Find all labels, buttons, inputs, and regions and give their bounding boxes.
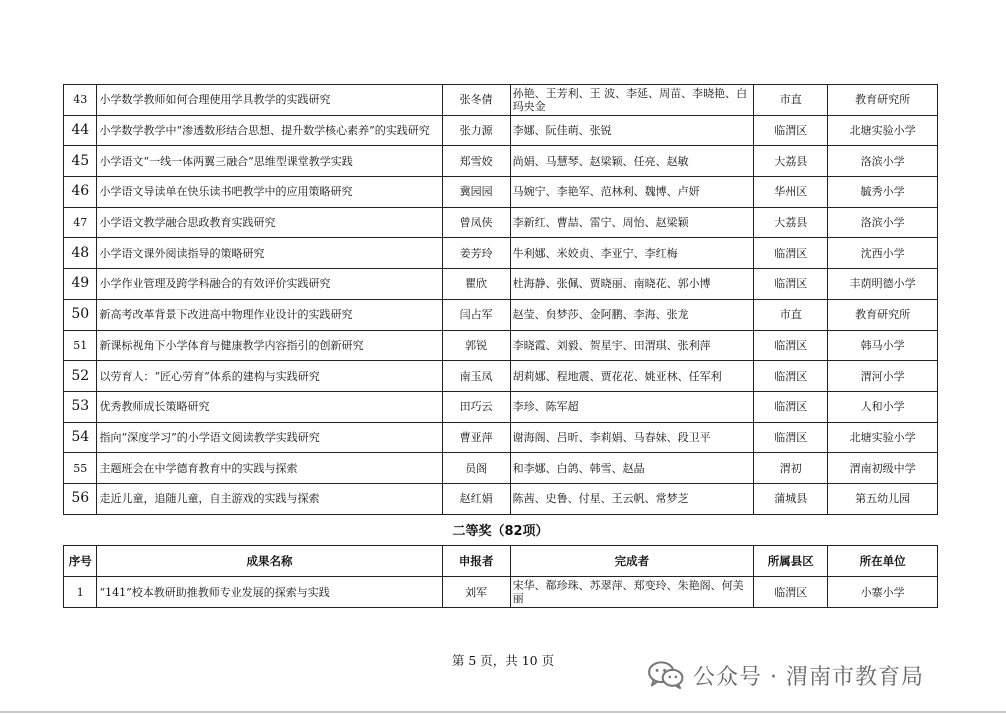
- table-row: [64, 453, 938, 484]
- cell-no: 43: [64, 85, 97, 116]
- cell-no: 52: [64, 361, 97, 392]
- cell-no: 53: [64, 391, 97, 422]
- table-row: [64, 146, 938, 177]
- cell-no: 48: [64, 238, 97, 269]
- cell-area: 市直: [754, 85, 828, 116]
- cell-title: 主题班会在中学德育教育中的实践与探索: [97, 453, 442, 484]
- cell-unit: 渭南初级中学: [828, 453, 938, 484]
- cell-unit: 丰荫明德小学: [828, 269, 938, 300]
- table-row: [64, 115, 938, 146]
- cell-completers: 孙艳、王芳利、王 波、李延、周苗、李晓艳、白玛央金: [510, 85, 754, 116]
- cell-unit: 小寨小学: [828, 577, 938, 608]
- table-row: [64, 238, 938, 269]
- cell-completers: 赵莹、贠梦莎、金阿鹏、李海、张龙: [510, 299, 754, 330]
- cell-title: 小学作业管理及跨学科融合的有效评价实践研究: [97, 269, 442, 300]
- cell-completers: 杜海静、张佩、贾晓丽、南晓花、郭小博: [510, 269, 754, 300]
- table-row: [64, 299, 938, 330]
- table-row: [64, 577, 938, 608]
- cell-unit: 毓秀小学: [828, 177, 938, 208]
- cell-area: 临渭区: [754, 422, 828, 453]
- cell-unit: 韩马小学: [828, 330, 938, 361]
- table-row: [64, 422, 938, 453]
- cell-unit: 教育研究所: [828, 299, 938, 330]
- wechat-logo-icon: [647, 660, 685, 690]
- table-row: [64, 330, 938, 361]
- cell-title: 小学数学教师如何合理使用学具教学的实践研究: [97, 85, 442, 116]
- header-completers: 完成者: [510, 546, 754, 577]
- cell-no: 1: [64, 577, 97, 608]
- cell-no: 46: [64, 177, 97, 208]
- cell-title: 以劳育人：“匠心劳育”体系的建构与实践研究: [97, 361, 442, 392]
- cell-area: 蒲城县: [754, 483, 828, 514]
- table-header-row: [64, 546, 938, 577]
- cell-applicant: 瞿欣: [442, 269, 510, 300]
- table-row: [64, 85, 938, 116]
- cell-title: 小学语文教学融合思政教育实践研究: [97, 207, 442, 238]
- cell-title: 新课标视角下小学体育与健康教学内容指引的创新研究: [97, 330, 442, 361]
- cell-unit: 洛滨小学: [828, 207, 938, 238]
- cell-applicant: 田巧云: [442, 391, 510, 422]
- cell-completers: 尚娟、马慧琴、赵梁颖、任亮、赵敏: [510, 146, 754, 177]
- cell-unit: 人和小学: [828, 391, 938, 422]
- cell-completers: 牛利娜、米姣贞、李亚宁、李红梅: [510, 238, 754, 269]
- cell-area: 临渭区: [754, 577, 828, 608]
- cell-applicant: 员阁: [442, 453, 510, 484]
- table-row: [64, 361, 938, 392]
- cell-area: 市直: [754, 299, 828, 330]
- awards-table-first-prize-continued: [63, 84, 938, 515]
- cell-applicant: 刘军: [442, 577, 510, 608]
- cell-no: 49: [64, 269, 97, 300]
- cell-applicant: 曹亚萍: [442, 422, 510, 453]
- cell-no: 47: [64, 207, 97, 238]
- cell-completers: 陈茜、史鲁、付星、王云帆、常梦芝: [510, 483, 754, 514]
- cell-applicant: 郭锐: [442, 330, 510, 361]
- cell-unit: 第五幼儿园: [828, 483, 938, 514]
- cell-completers: 马婉宁、李艳军、范林利、魏博、卢妍: [510, 177, 754, 208]
- cell-completers: 李新红、曹喆、雷宁、周怡、赵梁颖: [510, 207, 754, 238]
- header-unit: 所在单位: [828, 546, 938, 577]
- table-row: [64, 177, 938, 208]
- cell-area: 临渭区: [754, 330, 828, 361]
- cell-title: 优秀教师成长策略研究: [97, 391, 442, 422]
- cell-area: 临渭区: [754, 391, 828, 422]
- cell-applicant: 冀园园: [442, 177, 510, 208]
- header-area: 所属县区: [754, 546, 828, 577]
- cell-area: 华州区: [754, 177, 828, 208]
- watermark-text: 公众号 · 渭南市教育局: [693, 664, 924, 690]
- header-no: 序号: [64, 546, 97, 577]
- cell-unit: 洛滨小学: [828, 146, 938, 177]
- cell-applicant: 南玉凤: [442, 361, 510, 392]
- cell-title: 小学语文课外阅读指导的策略研究: [97, 238, 442, 269]
- cell-title: 小学语文导读单在快乐读书吧教学中的应用策略研究: [97, 177, 442, 208]
- cell-title: 新高考改革背景下改进高中物理作业设计的实践研究: [97, 299, 442, 330]
- cell-applicant: 郑雪姣: [442, 146, 510, 177]
- cell-no: 44: [64, 115, 97, 146]
- cell-completers: 胡莉娜、程地震、贾花花、姚亚林、任军利: [510, 361, 754, 392]
- cell-title: “141”校本教研助推教师专业发展的探索与实践: [97, 577, 442, 608]
- section-title-second-prize: 二等奖（82项）: [452, 524, 549, 539]
- cell-no: 51: [64, 330, 97, 361]
- cell-unit: 教育研究所: [828, 85, 938, 116]
- cell-title: 指向“深度学习”的小学语文阅读教学实践研究: [97, 422, 442, 453]
- table-row: [64, 391, 938, 422]
- cell-completers: 李珍、陈军超: [510, 391, 754, 422]
- cell-area: 临渭区: [754, 238, 828, 269]
- cell-unit: 渭河小学: [828, 361, 938, 392]
- cell-title: 小学数学教学中“渗透数形结合思想、提升数学核心素养”的实践研究: [97, 115, 442, 146]
- cell-area: 大荔县: [754, 146, 828, 177]
- cell-area: 临渭区: [754, 361, 828, 392]
- cell-area: 大荔县: [754, 207, 828, 238]
- cell-unit: 沈西小学: [828, 238, 938, 269]
- cell-applicant: 张冬倩: [442, 85, 510, 116]
- header-applicant: 申报者: [442, 546, 510, 577]
- cell-completers: 李娜、阮佳萌、张锐: [510, 115, 754, 146]
- cell-applicant: 赵红娟: [442, 483, 510, 514]
- cell-applicant: 张力源: [442, 115, 510, 146]
- cell-applicant: 姜芳玲: [442, 238, 510, 269]
- cell-area: 临渭区: [754, 269, 828, 300]
- cell-unit: 北塘实验小学: [828, 115, 938, 146]
- cell-completers: 宋华、郗珍珠、苏翠萍、郑变玲、朱艳阁、何美丽: [510, 577, 754, 608]
- cell-no: 50: [64, 299, 97, 330]
- table-row: [64, 207, 938, 238]
- awards-table-second-prize: [63, 545, 938, 608]
- cell-unit: 北塘实验小学: [828, 422, 938, 453]
- cell-title: 小学语文“一线一体两翼三融合”思维型课堂教学实践: [97, 146, 442, 177]
- cell-no: 55: [64, 453, 97, 484]
- cell-area: 渭初: [754, 453, 828, 484]
- page-number: 第 5 页，共 10 页: [451, 653, 555, 668]
- watermark: [647, 658, 924, 692]
- cell-title: 走近儿童，追随儿童，自主游戏的实践与探索: [97, 483, 442, 514]
- cell-completers: 和李娜、白鸽、韩雪、赵晶: [510, 453, 754, 484]
- cell-completers: 谢海阁、吕昕、李莉娟、马春妹、段卫平: [510, 422, 754, 453]
- cell-no: 54: [64, 422, 97, 453]
- cell-area: 临渭区: [754, 115, 828, 146]
- cell-applicant: 闫占军: [442, 299, 510, 330]
- table-row: [64, 483, 938, 514]
- cell-applicant: 曾凤侠: [442, 207, 510, 238]
- bottom-divider: [0, 711, 1006, 713]
- cell-completers: 李晓霞、刘毅、贺星宇、田渭琪、张利萍: [510, 330, 754, 361]
- cell-no: 45: [64, 146, 97, 177]
- table-row: [64, 269, 938, 300]
- cell-no: 56: [64, 483, 97, 514]
- header-title: 成果名称: [97, 546, 442, 577]
